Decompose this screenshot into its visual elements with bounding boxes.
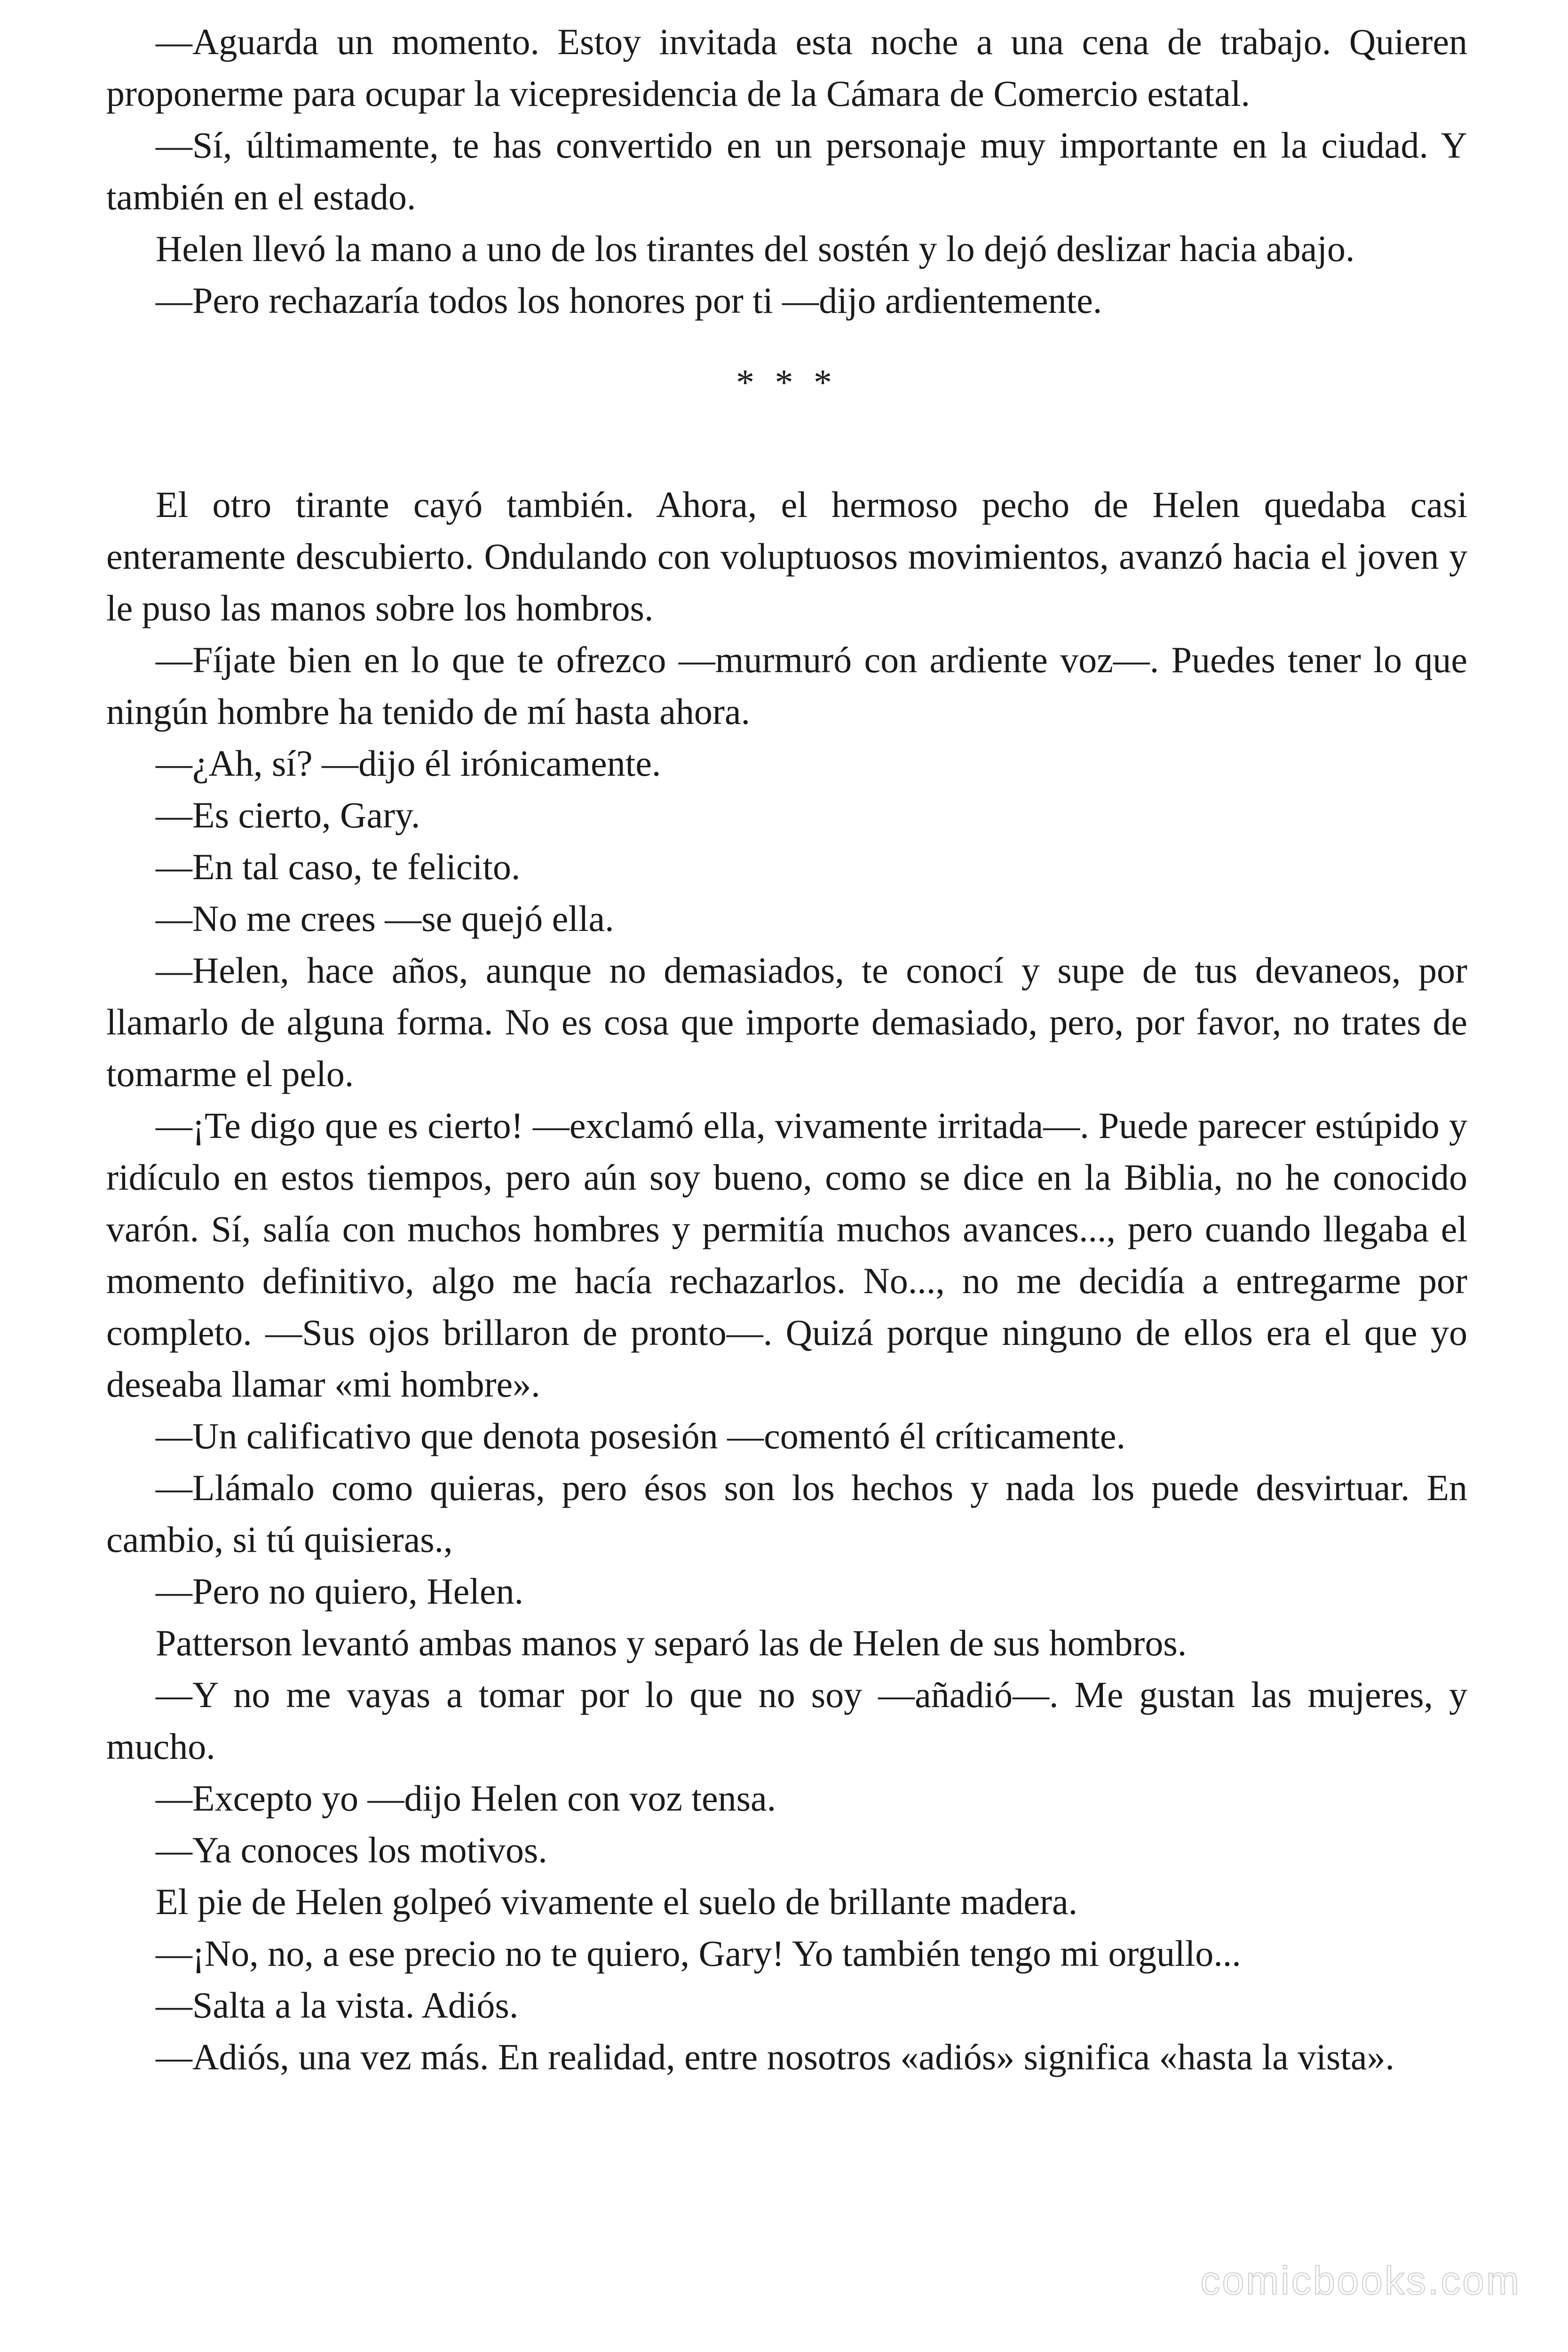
paragraph: Patterson levantó ambas manos y separó las de Helen de sus hombros. bbox=[156, 1622, 1187, 1663]
paragraph: —Un calificativo que denota posesión —comentó él críticamente. bbox=[156, 1415, 1125, 1456]
scene-break: * * * bbox=[736, 362, 838, 403]
paragraph: —Y no me vayas a tomar por lo que no soy —añadió—. Me gustan las mujeres, y mucho. bbox=[106, 1674, 1467, 1767]
paragraph: —Adiós, una vez más. En realidad, entre nosotros «adiós» significa «hasta la vista». bbox=[156, 2036, 1395, 2077]
paragraph: —Pero no quiero, Helen. bbox=[156, 1571, 523, 1612]
paragraph: —¡No, no, a ese precio no te quiero, Gary! Yo también tengo mi orgullo... bbox=[156, 1933, 1241, 1974]
paragraph: —Helen, hace años, aunque no demasiados, te conocí y supe de tus devaneos, por llamarlo de alguna forma. No es cosa que importe demasiado, pero, por favor, no trates de tomarme el pelo. bbox=[106, 950, 1467, 1094]
paragraph: —¿Ah, sí? —dijo él irónicamente. bbox=[156, 743, 661, 784]
page-text bbox=[106, 16, 1467, 2083]
paragraph: —No me crees —se quejó ella. bbox=[156, 898, 614, 939]
paragraph: —Llámalo como quieras, pero ésos son los hechos y nada los puede desvirtuar. En cambio, si tú quisieras., bbox=[106, 1467, 1467, 1560]
paragraph: —Fíjate bien en lo que te ofrezco —murmuró con ardiente voz—. Puedes tener lo que ningún hombre ha tenido de mí hasta ahora. bbox=[106, 639, 1467, 732]
paragraph: —Ya conoces los motivos. bbox=[156, 1829, 547, 1870]
paragraph: Helen llevó la mano a uno de los tirantes del sostén y lo dejó deslizar hacia abajo. bbox=[156, 228, 1355, 269]
watermark: comicbooks.com bbox=[1200, 2258, 1521, 2303]
paragraph: —Sí, últimamente, te has convertido en un personaje muy importante en la ciudad. Y también en el estado. bbox=[106, 125, 1467, 217]
paragraph: —¡Te digo que es cierto! —exclamó ella, vivamente irritada—. Puede parecer estúpido y ridículo en estos tiempos, pero aún soy bueno, como se dice en la Biblia, no he conocido varón. Sí, salía con muchos hombres y permitía muchos avances..., pero cuando llegaba el momento definitivo, algo me hacía rechazarlos. No..., no me decidía a entregarme por completo. —Sus ojos brillaron de pronto—. Quizá porque ninguno de ellos era el que yo deseaba llamar «mi hombre». bbox=[106, 1105, 1467, 1405]
paragraph: —Aguarda un momento. Estoy invitada esta noche a una cena de trabajo. Quieren proponerme para ocupar la vicepresidencia de la Cámara de Comercio estatal. bbox=[106, 21, 1467, 114]
paragraph: —En tal caso, te felicito. bbox=[156, 846, 521, 887]
paragraph: —Salta a la vista. Adiós. bbox=[156, 1985, 519, 2026]
paragraph: El otro tirante cayó también. Ahora, el hermoso pecho de Helen quedaba casi enteramente descubierto. Ondulando con voluptuosos movimientos, avanzó hacia el joven y le puso las manos sobre los hombros. bbox=[106, 484, 1467, 628]
paragraph: —Pero rechazaría todos los honores por ti —dijo ardientemente. bbox=[156, 280, 1102, 321]
paragraph: —Es cierto, Gary. bbox=[156, 795, 420, 835]
paragraph: —Excepto yo —dijo Helen con voz tensa. bbox=[156, 1778, 776, 1819]
paragraph: El pie de Helen golpeó vivamente el suelo de brillante madera. bbox=[156, 1881, 1078, 1922]
